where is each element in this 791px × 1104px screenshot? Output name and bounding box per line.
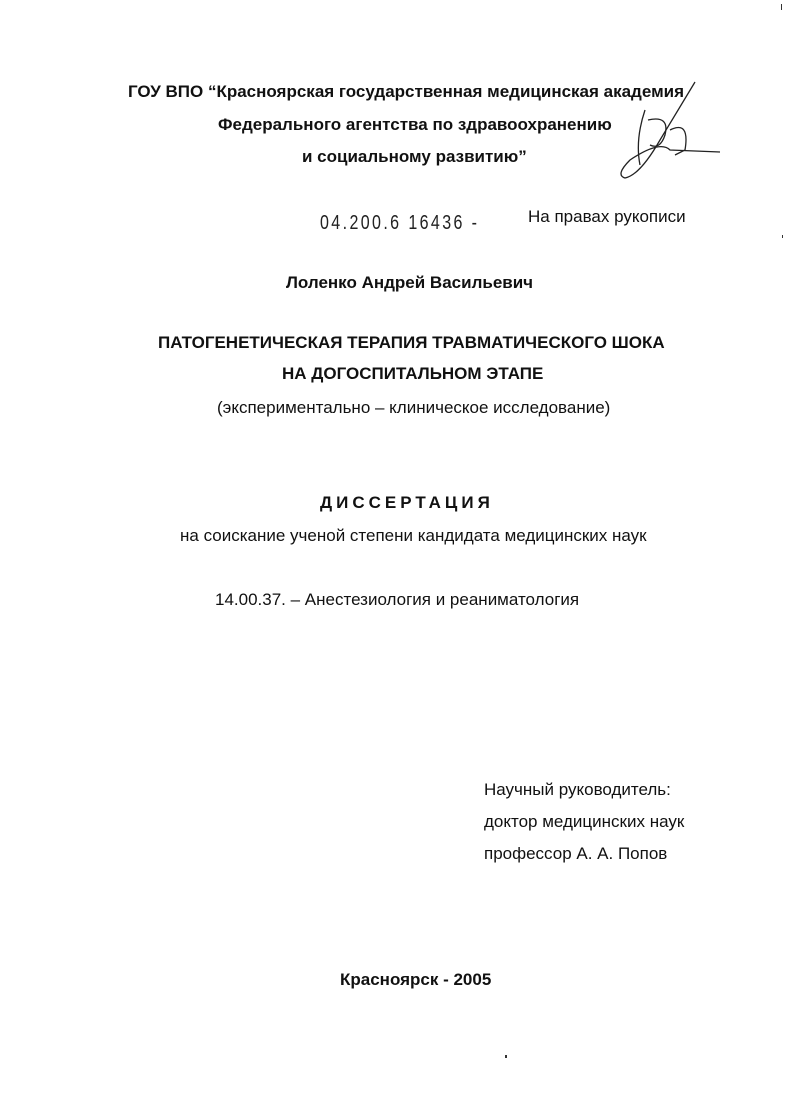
scan-mark [505, 1055, 507, 1058]
specialty: 14.00.37. – Анестезиология и реаниматология [215, 590, 580, 609]
author-name: Лоленко Андрей Васильевич [286, 273, 534, 292]
degree-line: на соискание ученой степени кандидата медицинских наук [180, 526, 647, 545]
scan-mark [781, 4, 782, 10]
supervisor-label: Научный руководитель: [484, 780, 671, 799]
place-year: Красноярск - 2005 [340, 970, 492, 989]
title-line-1: ПАТОГЕНЕТИЧЕСКАЯ ТЕРАПИЯ ТРАВМАТИЧЕСКОГО ШОКА [158, 333, 665, 352]
institution-line-3: и социальному развитию” [302, 147, 527, 166]
title-line-2: НА ДОГОСПИТАЛЬНОМ ЭТАПЕ [282, 364, 544, 383]
supervisor-degree: доктор медицинских наук [484, 812, 685, 831]
rights-note: На правах рукописи [528, 207, 686, 226]
signature [600, 80, 740, 190]
subtitle: (экспериментально – клиническое исследование) [217, 398, 611, 417]
institution-line-2: Федерального агентства по здравоохранению [218, 115, 612, 134]
institution-line-1: ГОУ ВПО “Красноярская государственная медицинская академия [128, 82, 685, 101]
work-type: ДИССЕРТАЦИЯ [320, 493, 494, 512]
registration-stamp-number: 04.200.6 16436 - [320, 212, 480, 234]
supervisor-name: профессор А. А. Попов [484, 844, 668, 863]
scan-mark [782, 235, 783, 238]
